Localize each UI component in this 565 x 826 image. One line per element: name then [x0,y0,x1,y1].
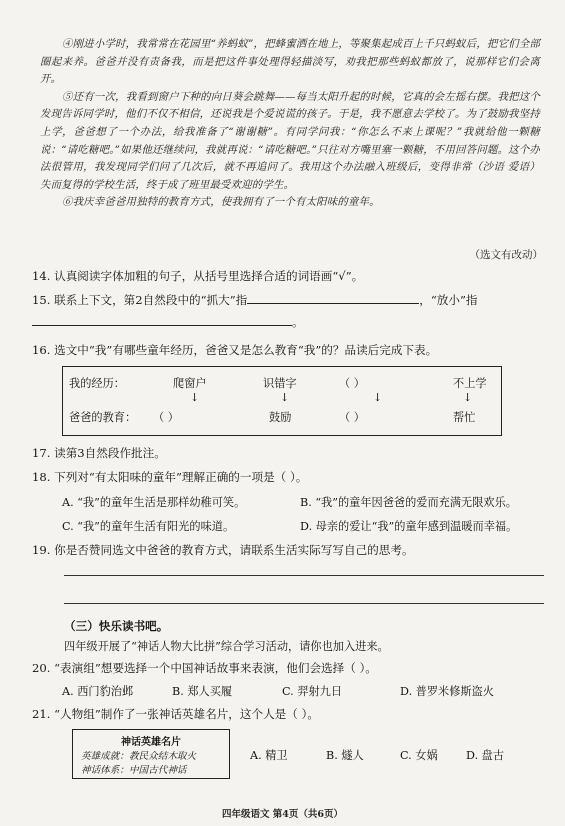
experience-4: 不上学 [453,377,487,390]
option-20d[interactable]: D. 普罗米修斯盗火 [400,685,494,698]
question-15 [32,292,478,308]
experience-table [62,366,502,436]
answer-blank-15a[interactable] [247,293,419,304]
down-arrow-icon: ↓ [463,391,473,404]
option-21d[interactable]: D. 盘古 [466,749,505,762]
paragraph-4: ④刚进小学时，我常常在花园里“养蚂蚁”，把蜂蜜洒在地上，等聚集起成百上千只蚂蚁后，把它们全部圈起来养。爸爸并没有责备我，而是把这件事处理得轻描淡写，劝我把那些蚂蚁都放了，说那样它们会离开。 [40,38,540,86]
down-arrow-icon: ↓ [373,391,383,404]
paragraph-5: ⑤还有一次，我看到窗户下种的向日葵会跳舞——每当太阳升起的时候，它真的会左摇右摆。我把这个发现告诉同学时，他们不仅不相信，还说我是个爱说谎的孩子。于是，我不愿意去学校了。为了鼓励我坚持上学，爸爸想了一个办法，给我准备了“谢谢糖”。有同学问我：“你怎么不来上课呢？”我就给他一颗糖说：“请吃糖吧。”如果他还继续问，我就再说：“请吃糖吧。”只往对方嘴里塞一颗糖，不用回答问题。这个办法很管用，我发现同学们问了几次后，就不再追问了。我用这个办法融入班级后，变得非常（沙语 爱语）失而复得的学校生活，终于成了班里最受欢迎的学生。 [40,90,540,191]
row-label-experience: 我的经历： [69,377,125,390]
down-arrow-icon: ↓ [190,391,200,404]
paragraph-6: ⑥我庆幸爸爸用独特的教育方式，使我拥有了一个有太阳味的童年。 [62,196,380,209]
option-20a[interactable]: A. 西门豹治邺 [62,685,134,698]
card-mythology: 神话体系：中国古代神话 [81,765,187,776]
question-21: 21. “人物组”制作了一张神话英雄名片，这个人是（ ）。 [32,707,319,721]
question-15-mid: ，“放小”指 [419,293,478,307]
reading-passage [40,36,540,212]
education-2: 鼓励 [269,411,292,424]
question-15-end: 。 [292,315,304,329]
question-17: 17. 读第3自然段作批注。 [32,446,166,460]
question-14: 14. 认真阅读字体加粗的句子，从括号里选择合适的词语画“√”。 [32,269,364,283]
answer-line-19a[interactable] [64,575,544,576]
question-15-line2 [32,314,304,330]
section-3-title: （三）快乐读书吧。 [64,619,169,633]
option-18a[interactable]: A. “我”的童年生活是那样幼稚可笑。 [62,496,246,509]
option-18b[interactable]: B. “我”的童年因爸爸的爱而充满无限欢乐。 [300,496,517,509]
education-4: 帮忙 [453,411,476,424]
experience-3-blank[interactable]: （ ） [339,377,365,390]
card-title: 神话英雄名片 [121,737,181,748]
option-20b[interactable]: B. 郑人买履 [172,685,233,698]
question-16: 16. 选文中“我”有哪些童年经历，爸爸又是怎么教育“我”的？品读后完成下表。 [32,343,438,357]
question-19: 19. 你是否赞同选文中爸爸的教育方式，请联系生活实际写写自己的思考。 [32,543,414,557]
source-note: （选文有改动） [469,249,543,261]
answer-line-19b[interactable] [64,603,544,604]
down-arrow-icon: ↓ [280,391,290,404]
question-20: 20. “表演组”想要选择一个中国神话故事来表演，他们会选择（ ）。 [32,661,377,675]
hero-name-card [72,729,230,779]
question-15-text: 15. 联系上下文，第2自然段中的“抓大”指 [32,293,248,307]
option-20c[interactable]: C. 羿射九日 [282,685,343,698]
question-18: 18. 下列对“有太阳味的童年”理解正确的一项是（ ）。 [32,470,308,484]
option-21c[interactable]: C. 女娲 [400,749,438,762]
education-3-blank[interactable]: （ ） [339,411,365,424]
education-1-blank[interactable]: （ ） [153,411,179,424]
option-18c[interactable]: C. “我”的童年生活有阳光的味道。 [62,520,235,533]
option-21a[interactable]: A. 精卫 [250,749,288,762]
answer-blank-15b[interactable] [32,315,292,326]
option-21b[interactable]: B. 燧人 [326,749,364,762]
section-3-intro: 四年级开展了“神话人物大比拼”综合学习活动，请你也加入进来。 [64,640,389,653]
experience-1: 爬窗户 [173,377,207,390]
row-label-education: 爸爸的教育： [69,411,137,424]
option-18d[interactable]: D. 母亲的爱让“我”的童年感到温暖而幸福。 [300,520,518,533]
card-achievement: 英雄成就：教民众结木取火 [81,751,197,762]
experience-2: 识错字 [263,377,297,390]
page-footer: 四年级语文 第4页（共6页） [221,809,344,820]
